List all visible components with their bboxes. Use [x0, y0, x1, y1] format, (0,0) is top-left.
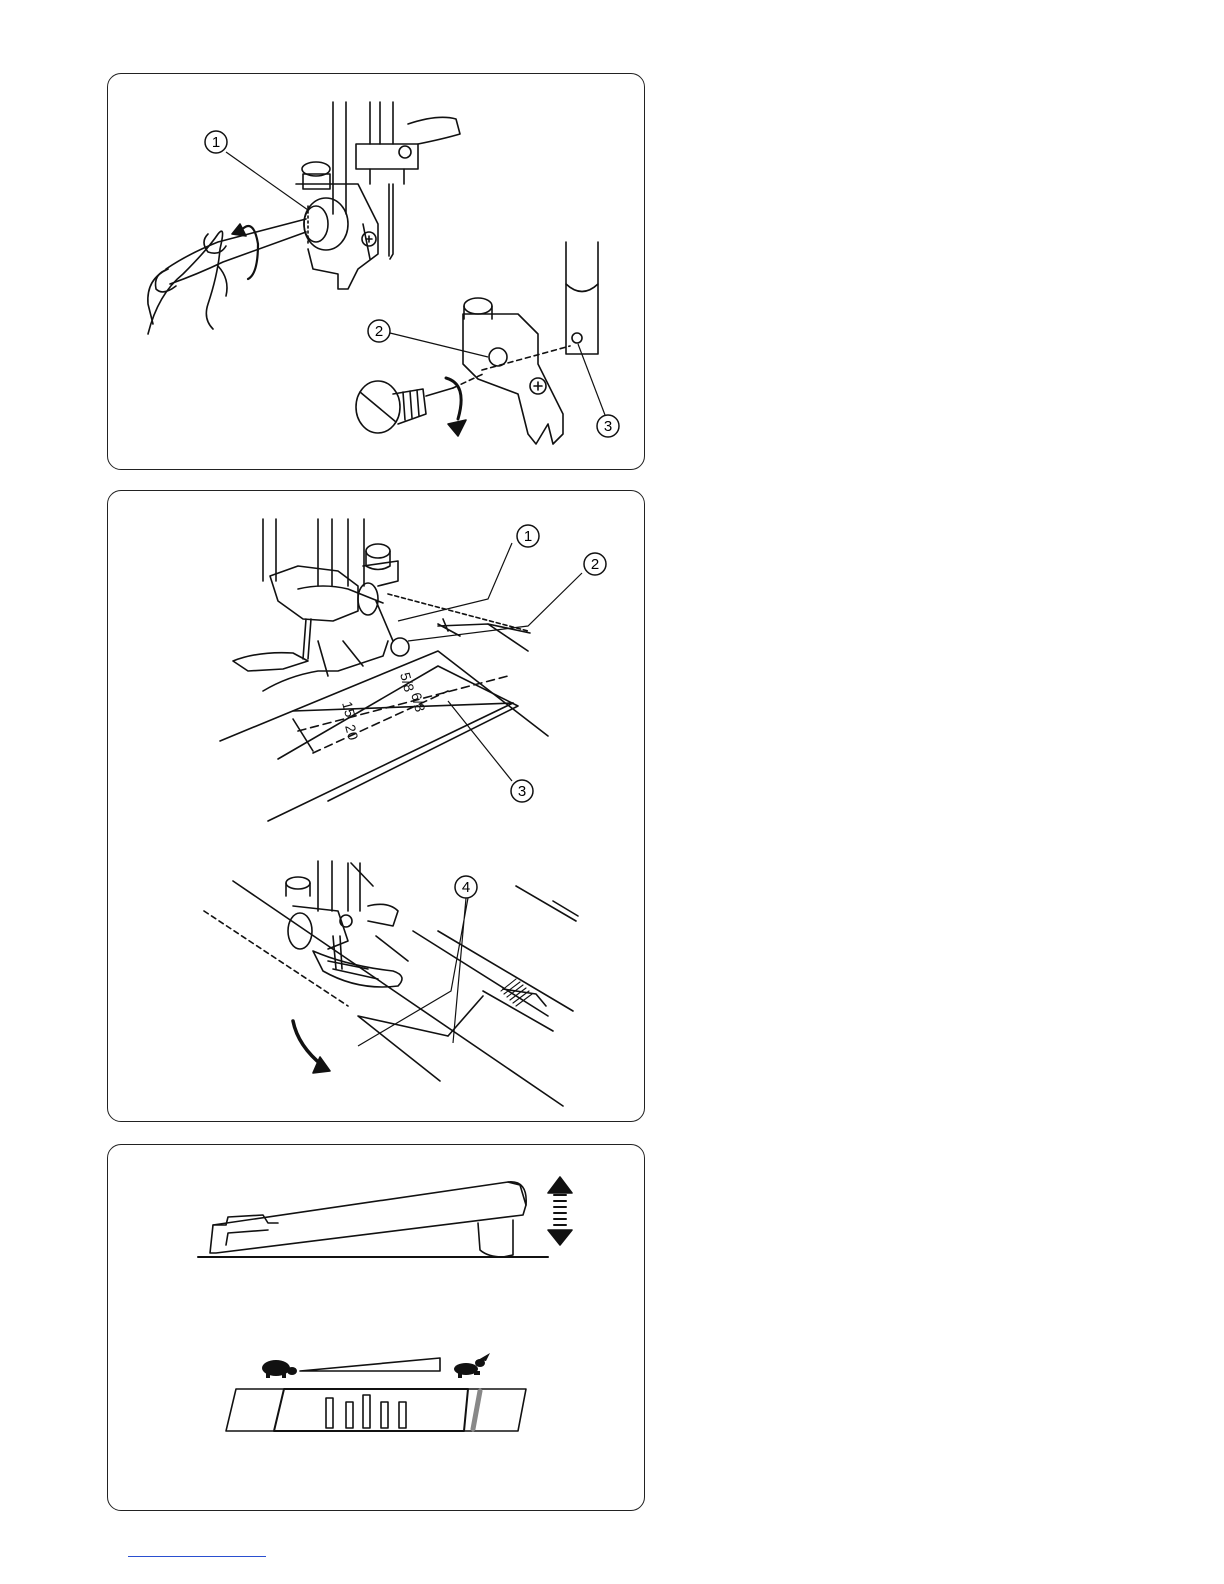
up-down-arrow-icon [548, 1177, 572, 1245]
svg-text:3: 3 [517, 783, 527, 800]
slider-ticks [326, 1395, 406, 1428]
guide-number-6-8: 6/8 [408, 690, 429, 714]
footer-rule [128, 1556, 266, 1557]
turtle-icon [262, 1360, 297, 1378]
callout-2 [408, 553, 606, 641]
callout-3 [448, 701, 533, 802]
rabbit-icon [454, 1353, 490, 1378]
callout-3 [578, 344, 619, 437]
guide-number-20: 20 [342, 722, 362, 742]
callout-layer [108, 74, 644, 469]
svg-text:1: 1 [523, 528, 533, 545]
callout-4 [358, 876, 477, 1046]
speed-slider [226, 1389, 526, 1431]
figure-panel-seam-guide [107, 490, 645, 1122]
svg-text:2: 2 [374, 323, 384, 340]
speed-control-illustration [108, 1145, 644, 1510]
svg-text:4: 4 [461, 879, 471, 896]
callout-1 [205, 131, 308, 210]
foot-control-pedal [198, 1182, 548, 1257]
callout-2 [368, 320, 488, 357]
callout-1 [398, 525, 539, 621]
callout-layer [108, 491, 644, 1121]
svg-text:3: 3 [603, 418, 613, 435]
svg-text:2: 2 [590, 556, 600, 573]
figure-panel-speed-control [107, 1144, 645, 1511]
guide-number-5-8: 5/8 [397, 670, 418, 694]
guide-number-15: 15 [339, 699, 359, 719]
figure-panel-foot-holder [107, 73, 645, 470]
svg-text:1: 1 [211, 134, 221, 151]
speed-wedge [300, 1358, 440, 1371]
